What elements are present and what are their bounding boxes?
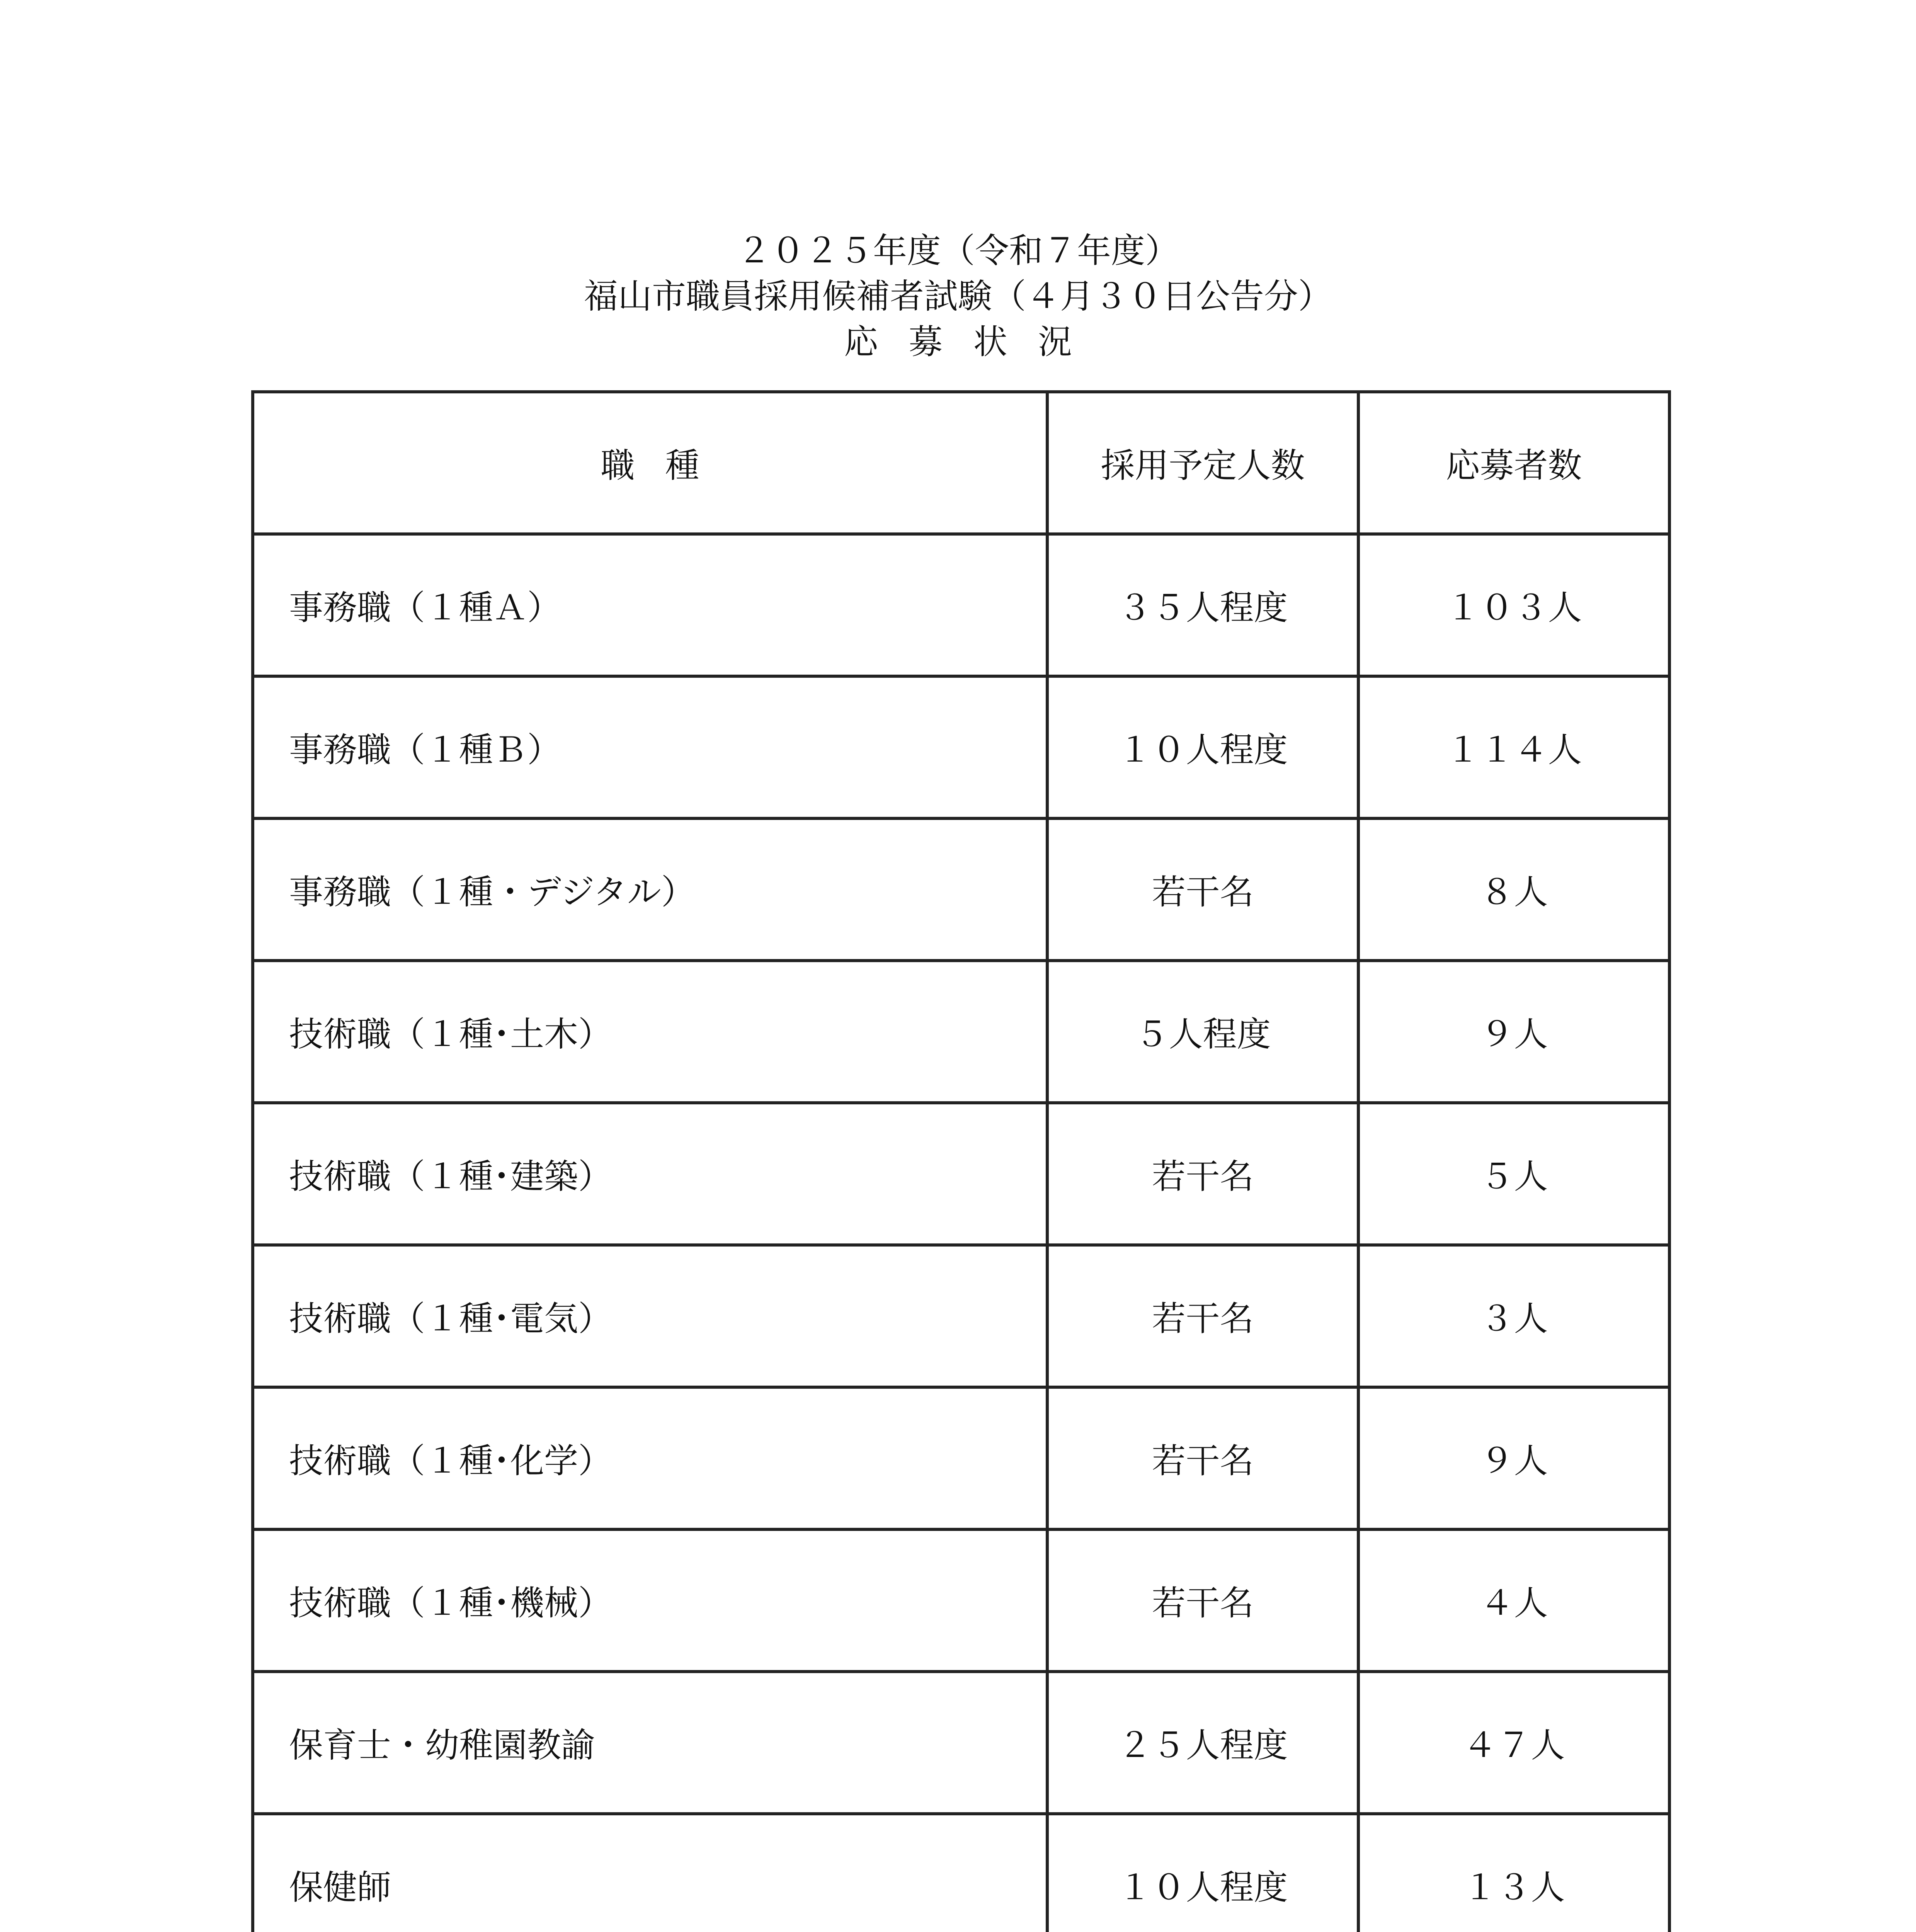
header-planned-hires: 採用予定人数 xyxy=(1047,392,1358,534)
applicants-cell: １３人 xyxy=(1358,1814,1669,1932)
job-type-cell: 技術職（１種･建築） xyxy=(253,1103,1047,1245)
title-exam-name: 福山市職員採用候補者試験（４月３０日公告分） xyxy=(584,276,1332,316)
table-row xyxy=(253,534,1669,676)
planned-hires-cell: 若干名 xyxy=(1047,1529,1358,1672)
job-type-cell: 事務職（１種Ｂ） xyxy=(253,676,1047,818)
applicants-cell: ８人 xyxy=(1358,818,1669,961)
header-job-type: 職種 xyxy=(253,392,1047,534)
planned-hires-cell: ２５人程度 xyxy=(1047,1672,1358,1814)
planned-hires-cell: ３５人程度 xyxy=(1047,534,1358,676)
table-row xyxy=(253,1529,1669,1672)
table-row xyxy=(253,1672,1669,1814)
applicants-cell: ９人 xyxy=(1358,961,1669,1103)
planned-hires-cell: 若干名 xyxy=(1047,1245,1358,1387)
applicants-cell: １１４人 xyxy=(1358,676,1669,818)
job-type-cell: 保育士・幼稚園教諭 xyxy=(253,1672,1047,1814)
table-row xyxy=(253,1245,1669,1387)
table-row xyxy=(253,818,1669,961)
table-header-row xyxy=(253,392,1669,534)
title-application-status: 応募状況 xyxy=(844,322,1103,362)
job-type-cell: 技術職（１種･土木） xyxy=(253,961,1047,1103)
planned-hires-cell: 若干名 xyxy=(1047,1387,1358,1529)
document-title xyxy=(0,228,1916,365)
application-status-table xyxy=(251,390,1671,1932)
table-row xyxy=(253,961,1669,1103)
planned-hires-cell: １０人程度 xyxy=(1047,676,1358,818)
planned-hires-cell: ５人程度 xyxy=(1047,961,1358,1103)
job-type-cell: 事務職（１種Ａ） xyxy=(253,534,1047,676)
job-type-cell: 技術職（１種･化学） xyxy=(253,1387,1047,1529)
table-row xyxy=(253,676,1669,818)
job-type-cell: 技術職（１種･機械） xyxy=(253,1529,1047,1672)
header-applicants: 応募者数 xyxy=(1358,392,1669,534)
table-row xyxy=(253,1814,1669,1932)
title-fiscal-year: ２０２５年度（令和７年度） xyxy=(737,231,1179,270)
applicants-cell: １０３人 xyxy=(1358,534,1669,676)
planned-hires-cell: 若干名 xyxy=(1047,1103,1358,1245)
job-type-cell: 保健師 xyxy=(253,1814,1047,1932)
applicants-cell: ３人 xyxy=(1358,1245,1669,1387)
planned-hires-cell: 若干名 xyxy=(1047,818,1358,961)
job-type-cell: 事務職（１種・デジタル） xyxy=(253,818,1047,961)
table-row xyxy=(253,1387,1669,1529)
applicants-cell: ９人 xyxy=(1358,1387,1669,1529)
planned-hires-cell: １０人程度 xyxy=(1047,1814,1358,1932)
applicants-cell: ５人 xyxy=(1358,1103,1669,1245)
applicants-cell: ４人 xyxy=(1358,1529,1669,1672)
job-type-cell: 技術職（１種･電気） xyxy=(253,1245,1047,1387)
table-row xyxy=(253,1103,1669,1245)
applicants-cell: ４７人 xyxy=(1358,1672,1669,1814)
